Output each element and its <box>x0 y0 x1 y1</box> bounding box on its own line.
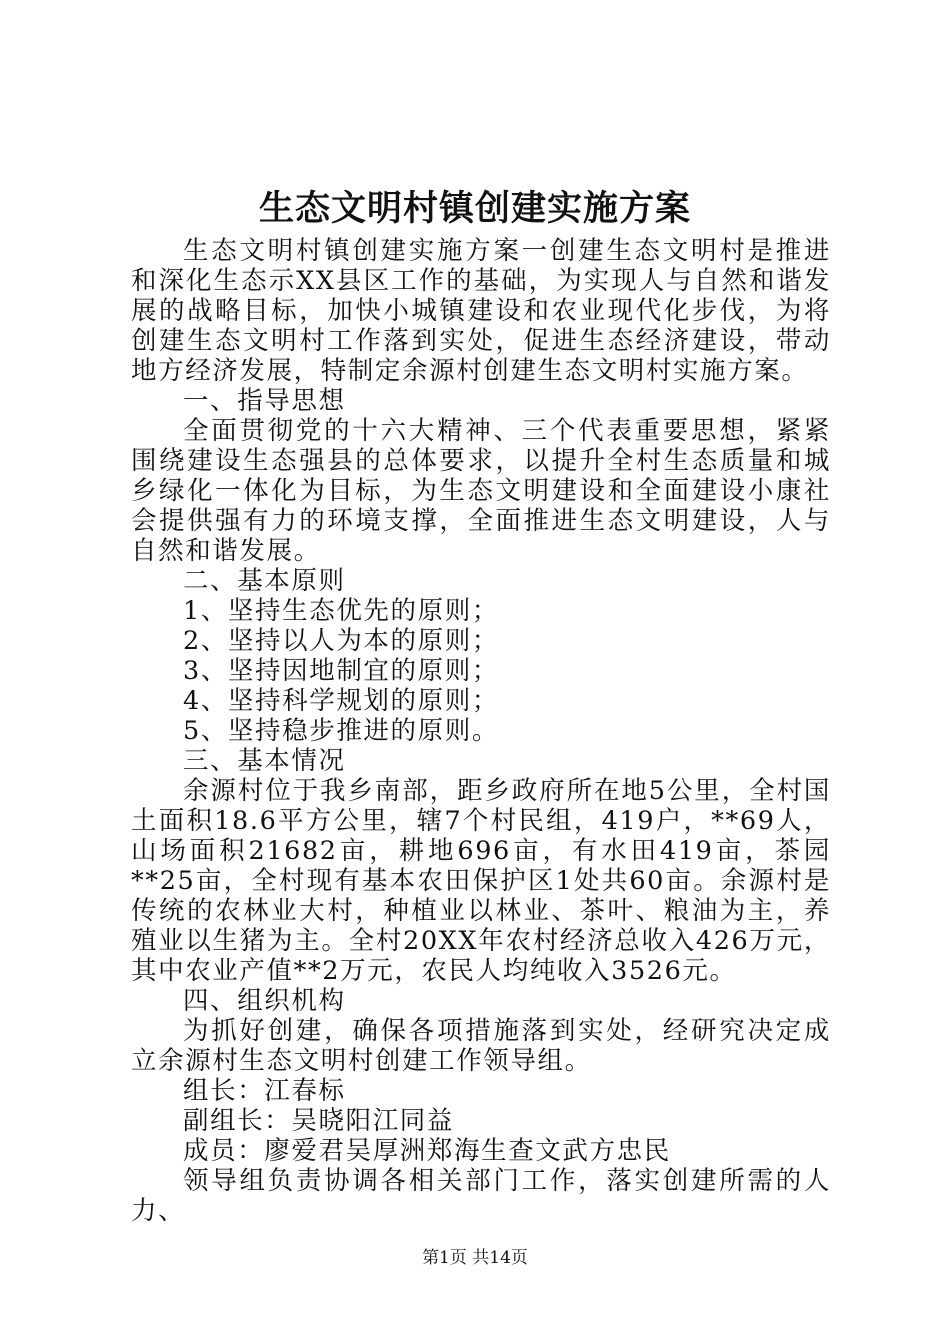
principle-item: 5、坚持稳步推进的原则。 <box>183 716 499 746</box>
team-deputy-leader: 副组长：吴晓阳江同益 <box>183 1106 455 1136</box>
document-body <box>131 236 831 1226</box>
heading-basic-situation: 三、基本情况 <box>183 746 346 776</box>
principle-item: 2、坚持以人为本的原则； <box>183 626 499 656</box>
principle-item: 4、坚持科学规划的原则； <box>183 686 499 716</box>
heading-guiding-ideology: 一、指导思想 <box>183 386 346 416</box>
paragraph-organization: 为抓好创建，确保各项措施落到实处，经研究决定成立余源村生态文明村创建工作领导组。 <box>131 1016 831 1076</box>
document-title: 生态文明村镇创建实施方案 <box>258 188 691 229</box>
page-footer: 第1页 共14页 <box>422 1248 528 1268</box>
team-leader: 组长：江春标 <box>183 1076 346 1106</box>
principle-item: 3、坚持因地制宜的原则； <box>183 656 499 686</box>
principle-item: 1、坚持生态优先的原则； <box>183 596 499 626</box>
paragraph-responsibilities: 领导组负责协调各相关部门工作，落实创建所需的人力、 <box>131 1166 831 1226</box>
paragraph-basic-situation: 余源村位于我乡南部，距乡政府所在地5公里，全村国土面积18.6平方公里，辖7个村民组，419户，**69人，山场面积21682亩，耕地696亩，有水田419亩，茶园**25亩，全村现有基本农田保护区1处共60亩。余源村是传统的农林业大村，种植业以林业、茶叶、粮油为主，养殖业以生猪为主。全村20XX年农村经济总收入426万元，其中农业产值**2万元，农民人均纯收入3526元。 <box>131 776 832 986</box>
paragraph-guiding-ideology: 全面贯彻党的十六大精神、三个代表重要思想，紧紧围绕建设生态强县的总体要求，以提升全村生态质量和城乡绿化一体化为目标，为生态文明建设和全面建设小康社会提供强有力的环境支撑，全面推进生态文明建设，人与自然和谐发展。 <box>131 416 831 566</box>
heading-basic-principles: 二、基本原则 <box>183 566 346 596</box>
paragraph-intro: 生态文明村镇创建实施方案一创建生态文明村是推进和深化生态示XX县区工作的基础，为实现人与自然和谐发展的战略目标，加快小城镇建设和农业现代化步伐，为将创建生态文明村工作落到实处，促进生态经济建设，带动地方经济发展，特制定余源村创建生态文明村实施方案。 <box>131 236 831 386</box>
team-members: 成员：廖爱君吴厚洲郑海生查文武方忠民 <box>183 1136 671 1166</box>
heading-organization: 四、组织机构 <box>183 986 346 1016</box>
